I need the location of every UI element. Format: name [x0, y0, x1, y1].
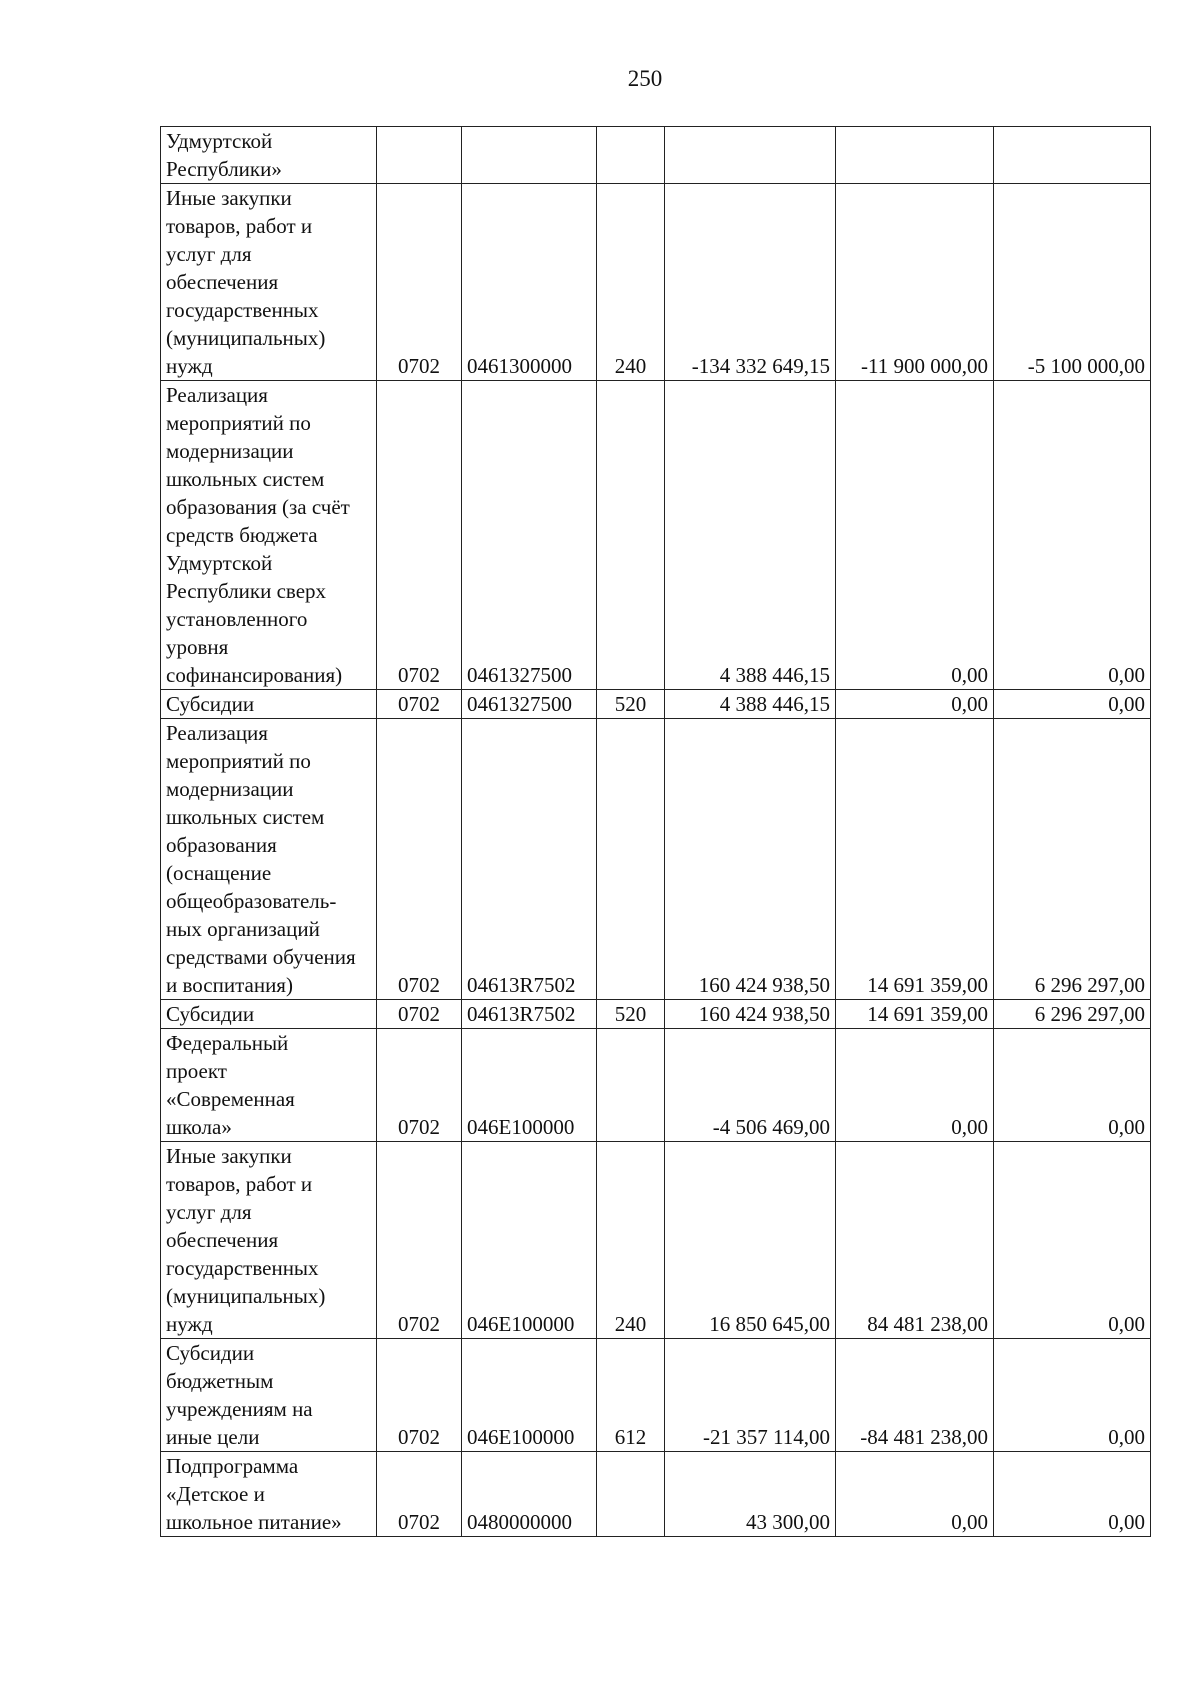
row-amount-3-cell: [994, 1029, 1151, 1142]
row-amount-2-cell: [836, 690, 994, 719]
row-csr-text: 046E100000: [467, 1312, 575, 1336]
row-amount-1-cell: [665, 690, 836, 719]
row-amount-2-cell: [836, 184, 994, 381]
row-name-cell: [161, 1142, 377, 1339]
row-razdel-text: 0702: [398, 692, 440, 716]
table-row: [161, 719, 1151, 1000]
row-razdel-cell: [377, 184, 462, 381]
row-name-text: Субсидии: [166, 692, 255, 716]
row-csr-text: 04613R7502: [467, 973, 576, 997]
row-amount-2-text: 0,00: [951, 663, 988, 687]
row-amount-3-cell: [994, 381, 1151, 690]
row-amount-1-cell: [665, 127, 836, 184]
row-csr-cell: [462, 1029, 597, 1142]
row-amount-3-text: 0,00: [1108, 692, 1145, 716]
row-name-cell: [161, 719, 377, 1000]
row-name-cell: [161, 127, 377, 184]
row-razdel-text: 0702: [398, 1002, 440, 1026]
row-name-cell: [161, 1452, 377, 1537]
row-amount-2-text: 84 481 238,00: [867, 1312, 988, 1336]
row-amount-3-text: 6 296 297,00: [1034, 973, 1145, 997]
row-amount-1-text: 160 424 938,50: [698, 973, 830, 997]
row-amount-1-text: 4 388 446,15: [719, 663, 830, 687]
row-amount-2-text: 0,00: [951, 692, 988, 716]
row-amount-3-cell: [994, 1142, 1151, 1339]
row-csr-cell: [462, 127, 597, 184]
row-amount-2-cell: [836, 127, 994, 184]
row-vid-cell: [597, 1142, 665, 1339]
table-row: [161, 127, 1151, 184]
row-amount-3-text: 0,00: [1108, 1510, 1145, 1534]
row-amount-1-cell: [665, 719, 836, 1000]
row-razdel-text: 0702: [398, 1425, 440, 1449]
row-razdel-cell: [377, 1000, 462, 1029]
row-name-cell: [161, 184, 377, 381]
row-csr-cell: [462, 690, 597, 719]
row-vid-text: 240: [614, 354, 647, 378]
row-amount-1-cell: [665, 184, 836, 381]
table-row: [161, 1339, 1151, 1452]
row-amount-1-cell: [665, 381, 836, 690]
row-vid-text: 520: [614, 1002, 647, 1026]
row-csr-cell: [462, 1339, 597, 1452]
row-amount-3-text: 0,00: [1108, 663, 1145, 687]
row-amount-3-text: 0,00: [1108, 1312, 1145, 1336]
row-csr-cell: [462, 184, 597, 381]
row-amount-1-text: -21 357 114,00: [703, 1425, 830, 1449]
row-name-text: Реализация мероприятий по модернизации школьных систем образования (оснащение общеобразователь- ных организаций средствами обучения и воспитания): [166, 721, 356, 997]
row-vid-text: 520: [614, 692, 647, 716]
row-name-text: Субсидии бюджетным учреждениям на иные цели: [166, 1341, 313, 1449]
row-name-cell: [161, 1000, 377, 1029]
row-csr-cell: [462, 381, 597, 690]
row-amount-2-text: -11 900 000,00: [861, 354, 988, 378]
row-amount-1-cell: [665, 1452, 836, 1537]
row-razdel-cell: [377, 690, 462, 719]
row-name-cell: [161, 1339, 377, 1452]
row-razdel-cell: [377, 719, 462, 1000]
row-amount-2-cell: [836, 719, 994, 1000]
row-name-text: Субсидии: [166, 1002, 255, 1026]
row-amount-3-text: -5 100 000,00: [1027, 354, 1145, 378]
row-vid-cell: [597, 1029, 665, 1142]
row-csr-text: 0461300000: [467, 354, 572, 378]
row-razdel-text: 0702: [398, 663, 440, 687]
table-row: [161, 381, 1151, 690]
row-name-cell: [161, 690, 377, 719]
row-name-text: Иные закупки товаров, работ и услуг для обеспечения государственных (муниципальных) нужд: [166, 1144, 326, 1336]
row-razdel-text: 0702: [398, 1312, 440, 1336]
row-name-text: Федеральный проект «Современная школа»: [166, 1031, 295, 1139]
table-row: [161, 1452, 1151, 1537]
row-amount-2-text: 14 691 359,00: [867, 973, 988, 997]
row-vid-cell: [597, 1339, 665, 1452]
row-amount-1-text: 16 850 645,00: [709, 1312, 830, 1336]
row-amount-3-cell: [994, 1000, 1151, 1029]
row-amount-3-cell: [994, 1339, 1151, 1452]
row-amount-1-cell: [665, 1000, 836, 1029]
row-razdel-cell: [377, 381, 462, 690]
row-razdel-text: 0702: [398, 973, 440, 997]
row-amount-3-cell: [994, 719, 1151, 1000]
row-vid-cell: [597, 381, 665, 690]
table-row: [161, 184, 1151, 381]
row-amount-3-cell: [994, 184, 1151, 381]
row-amount-1-text: 4 388 446,15: [719, 692, 830, 716]
row-vid-cell: [597, 184, 665, 381]
row-razdel-cell: [377, 127, 462, 184]
row-amount-2-cell: [836, 1452, 994, 1537]
row-csr-cell: [462, 719, 597, 1000]
row-amount-2-cell: [836, 1000, 994, 1029]
row-amount-1-cell: [665, 1339, 836, 1452]
row-name-text: Реализация мероприятий по модернизации школьных систем образования (за счёт средств бюджета Удмуртской Республики сверх установленного уровня софинансирования): [166, 383, 350, 687]
row-csr-text: 046E100000: [467, 1425, 575, 1449]
row-amount-2-cell: [836, 381, 994, 690]
row-amount-3-text: 6 296 297,00: [1034, 1002, 1145, 1026]
row-amount-3-cell: [994, 690, 1151, 719]
row-amount-1-cell: [665, 1142, 836, 1339]
budget-table: [160, 126, 1151, 1537]
row-vid-cell: [597, 1000, 665, 1029]
row-csr-cell: [462, 1000, 597, 1029]
row-razdel-cell: [377, 1339, 462, 1452]
row-amount-2-text: 0,00: [951, 1510, 988, 1534]
row-amount-2-text: 0,00: [951, 1115, 988, 1139]
row-name-text: Удмуртской Республики»: [166, 129, 282, 181]
row-csr-cell: [462, 1452, 597, 1537]
row-csr-text: 0480000000: [467, 1510, 572, 1534]
row-csr-text: 046E100000: [467, 1115, 575, 1139]
row-name-cell: [161, 381, 377, 690]
row-razdel-cell: [377, 1029, 462, 1142]
row-name-cell: [161, 1029, 377, 1142]
table-row: [161, 1000, 1151, 1029]
row-amount-1-text: -4 506 469,00: [712, 1115, 830, 1139]
row-amount-2-text: -84 481 238,00: [860, 1425, 988, 1449]
row-amount-1-text: -134 332 649,15: [691, 354, 830, 378]
row-vid-text: 612: [614, 1425, 647, 1449]
row-razdel-text: 0702: [398, 354, 440, 378]
row-csr-cell: [462, 1142, 597, 1339]
row-razdel-cell: [377, 1452, 462, 1537]
row-vid-cell: [597, 1452, 665, 1537]
page-number: 250: [627, 66, 663, 91]
row-razdel-cell: [377, 1142, 462, 1339]
row-vid-cell: [597, 127, 665, 184]
row-vid-cell: [597, 690, 665, 719]
row-vid-cell: [597, 719, 665, 1000]
row-csr-text: 0461327500: [467, 663, 572, 687]
row-csr-text: 04613R7502: [467, 1002, 576, 1026]
row-name-text: Иные закупки товаров, работ и услуг для обеспечения государственных (муниципальных) нужд: [166, 186, 326, 378]
row-vid-text: 240: [614, 1312, 647, 1336]
table-row: [161, 1029, 1151, 1142]
row-amount-1-cell: [665, 1029, 836, 1142]
row-amount-1-text: 160 424 938,50: [698, 1002, 830, 1026]
row-csr-text: 0461327500: [467, 692, 572, 716]
row-razdel-text: 0702: [398, 1510, 440, 1534]
row-amount-2-text: 14 691 359,00: [867, 1002, 988, 1026]
row-amount-3-cell: [994, 1452, 1151, 1537]
row-amount-2-cell: [836, 1029, 994, 1142]
table-row: [161, 1142, 1151, 1339]
row-amount-3-cell: [994, 127, 1151, 184]
row-amount-1-text: 43 300,00: [746, 1510, 830, 1534]
row-name-text: Подпрограмма «Детское и школьное питание»: [166, 1454, 342, 1534]
row-amount-2-cell: [836, 1339, 994, 1452]
table-row: [161, 690, 1151, 719]
row-amount-2-cell: [836, 1142, 994, 1339]
row-amount-3-text: 0,00: [1108, 1115, 1145, 1139]
row-razdel-text: 0702: [398, 1115, 440, 1139]
row-amount-3-text: 0,00: [1108, 1425, 1145, 1449]
